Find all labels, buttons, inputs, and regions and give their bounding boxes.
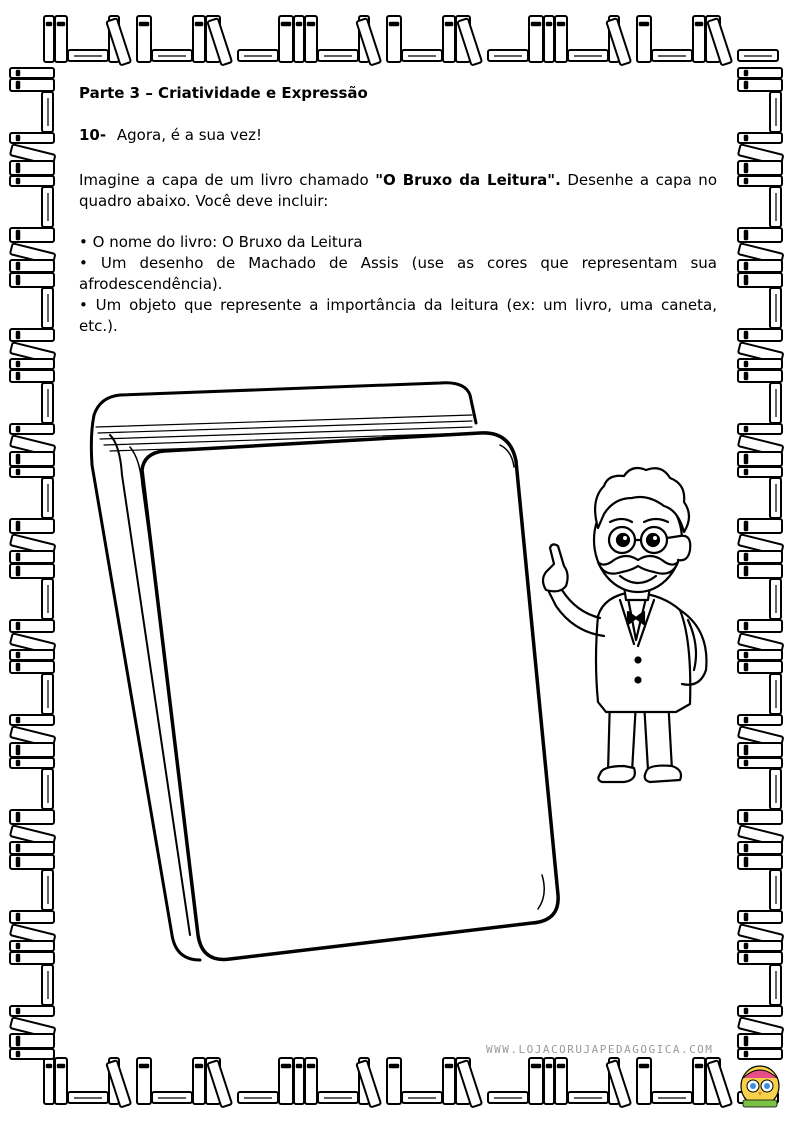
requirement-item: • Um objeto que represente a importância da leitura (ex: um livro, uma caneta, etc.). [79, 296, 717, 335]
question-number: 10- [79, 126, 107, 144]
question-text: Agora, é a sua vez! [116, 126, 262, 144]
book-title-quoted: "O Bruxo da Leitura". [375, 171, 561, 189]
owl-logo-icon [737, 1060, 783, 1110]
requirements-list [79, 232, 717, 337]
machado-de-assis-cartoon-icon [528, 440, 728, 790]
requirement-item: • Um desenho de Machado de Assis (use as cores que representam sua afrodescendência). [79, 254, 717, 293]
blank-book-cover-icon[interactable] [80, 375, 560, 970]
question [79, 126, 717, 144]
instructions-part1: Imagine a capa de um livro chamado [79, 171, 376, 189]
instructions [79, 170, 717, 212]
worksheet-content [79, 84, 717, 337]
requirement-item: • O nome do livro: O Bruxo da Leitura [79, 233, 363, 251]
website-url: WWW.LOJACORUJAPEDAGOGICA.COM [486, 1043, 714, 1056]
section-title: Parte 3 – Criatividade e Expressão [79, 84, 368, 102]
instructions-part2: Desenhe a capa no quadro abaixo. Você deve incluir: [79, 171, 717, 210]
